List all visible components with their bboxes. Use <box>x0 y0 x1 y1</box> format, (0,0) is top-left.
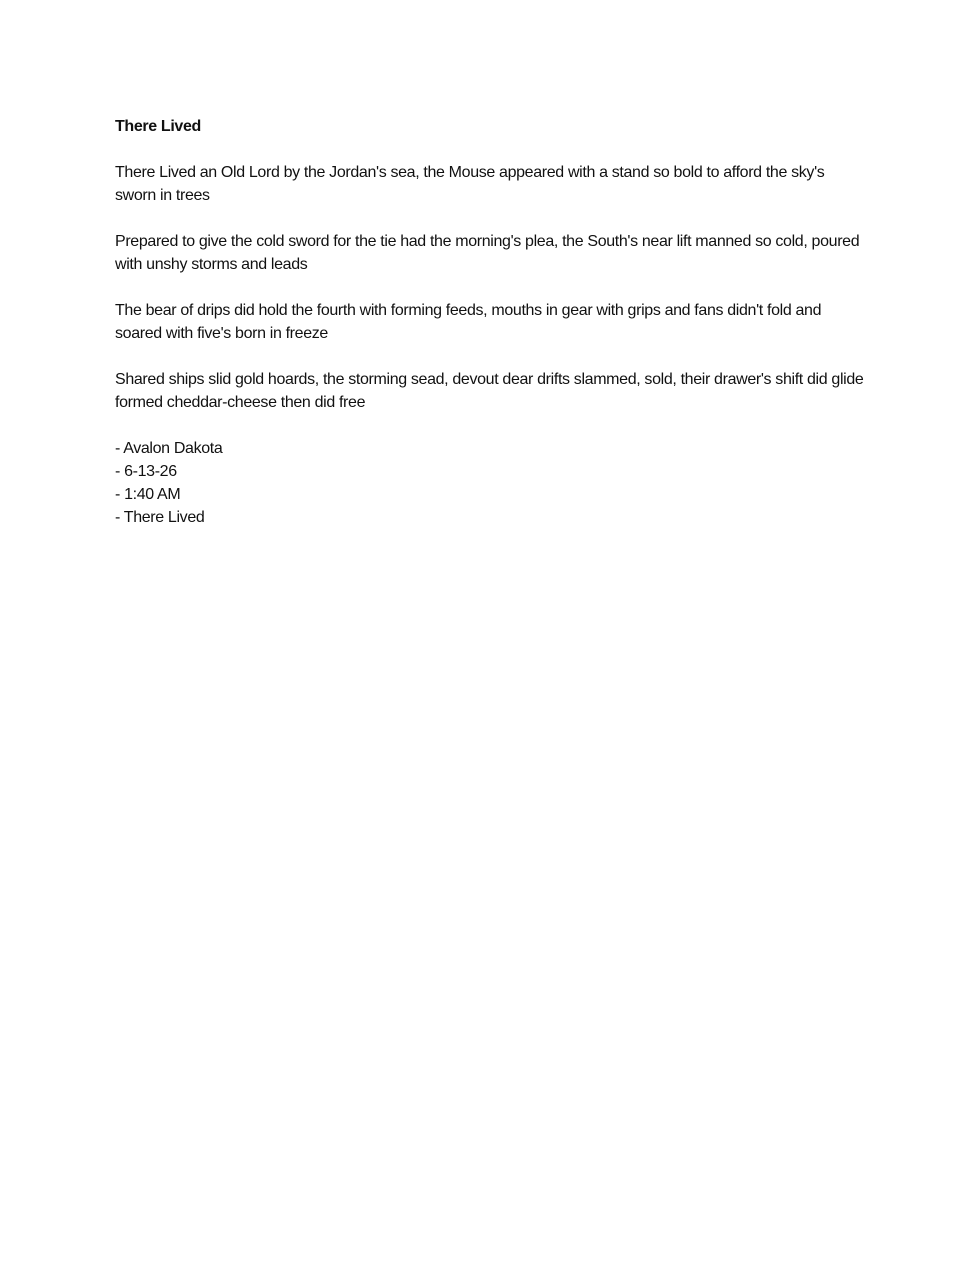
document-title: There Lived <box>115 118 201 135</box>
stanza-2: Prepared to give the cold sword for the tie had the morning's plea, the South's near lift manned so cold, poured with unshy storms and leads <box>115 233 860 273</box>
signature-author: - Avalon Dakota <box>115 440 223 457</box>
signature-date: - 6-13-26 <box>115 463 177 480</box>
stanza-1: There Lived an Old Lord by the Jordan's sea, the Mouse appeared with a stand so bold to afford the sky's sworn in trees <box>115 164 825 204</box>
signature-block <box>115 437 867 529</box>
document-body <box>115 115 867 529</box>
signature-title: - There Lived <box>115 509 205 526</box>
stanza-3: The bear of drips did hold the fourth with forming feeds, mouths in gear with grips and fans didn't fold and soared with five's born in freeze <box>115 302 822 342</box>
signature-time: - 1:40 AM <box>115 486 181 503</box>
stanza-4: Shared ships slid gold hoards, the storming sead, devout dear drifts slammed, sold, their drawer's shift did glide formed cheddar-cheese then did free <box>115 371 864 411</box>
